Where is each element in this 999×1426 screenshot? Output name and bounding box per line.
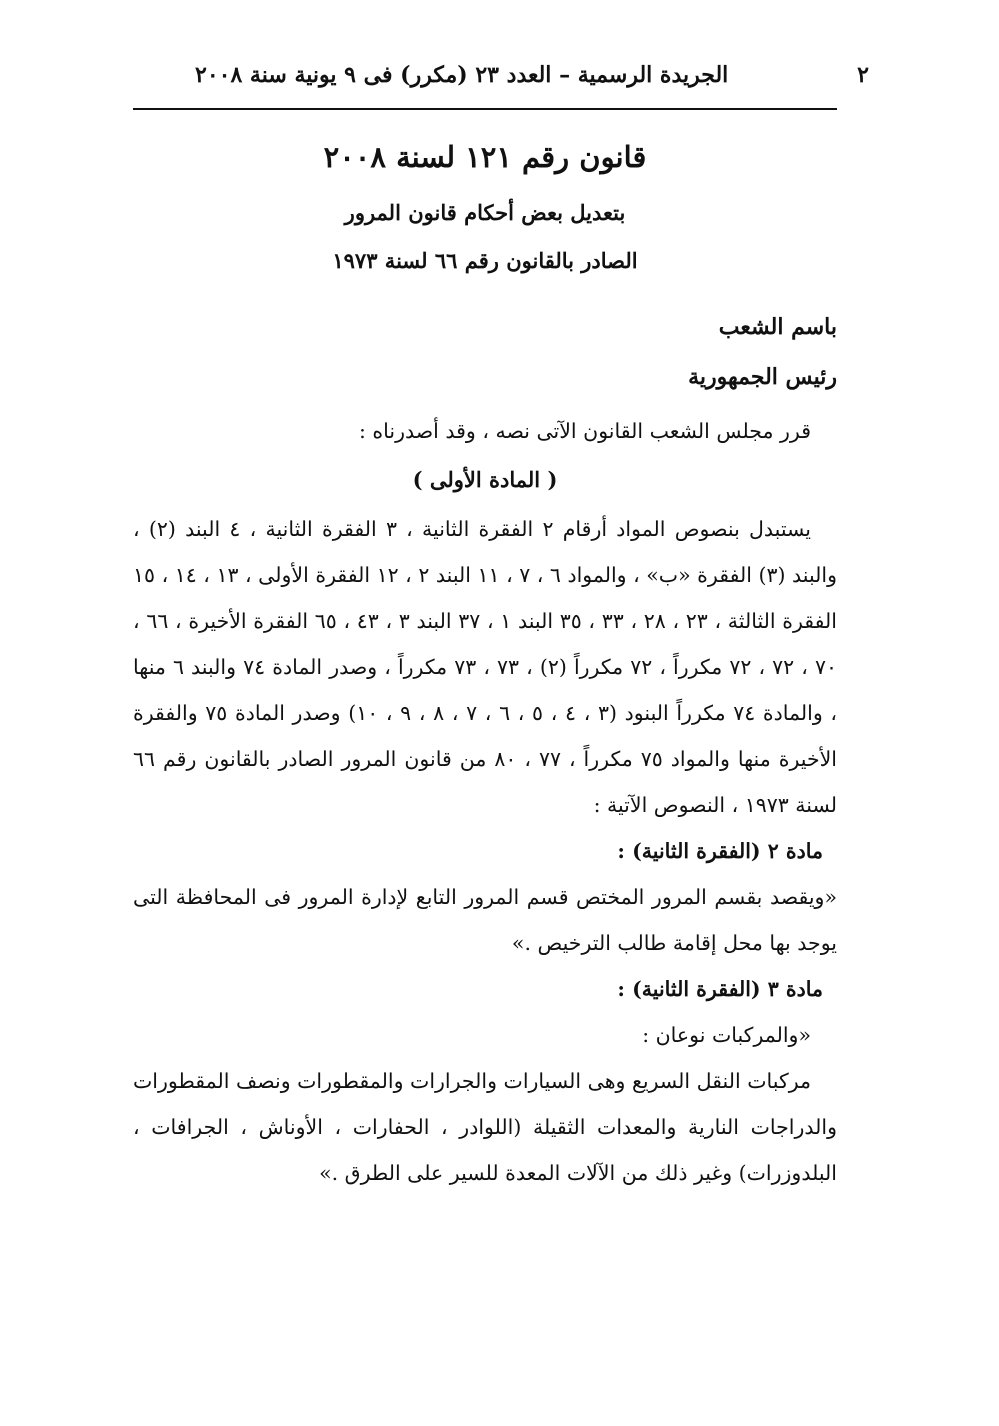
decision-paragraph: قرر مجلس الشعب القانون الآتى نصه ، وقد أصدرناه : (358, 419, 811, 443)
law-body (133, 302, 837, 1196)
law-title: قانون رقم ١٢١ لسنة ٢٠٠٨ (323, 140, 647, 174)
article-2-heading: مادة ٢ (الفقرة الثانية) : (617, 839, 823, 863)
gazette-issue-line: الجريدة الرسمية – العدد ٢٣ (مكرر) فى ٩ يونية سنة ٢٠٠٨ (195, 62, 729, 88)
article-one-text: يستبدل بنصوص المواد أرقام ٢ الفقرة الثانية ، ٣ الفقرة الثانية ، ٤ البند (٢) ، والبند (٣) الفقرة «ب» ، والمواد ٦ ، ٧ ، ١١ البند ٢ ، ١٢ الفقرة الأولى ، ١٣ ، ١٤ ، ١٥ الفقرة الثالثة ، ٢٣ ، ٢٨ ، ٣٣ ، ٣٥ البند ١ ، ٣٧ البند ٣ ، ٤٣ ، ٦٥ الفقرة الأخيرة ، ٦٦ ، ٧٠ ، ٧٢ ، ٧٢ مكرراً ، ٧٢ مكرراً (٢) ، ٧٣ ، ٧٣ مكرراً ، وصدر المادة ٧٤ والبند ٦ منها ، والمادة ٧٤ مكرراً البنود (٣ ، ٤ ، ٥ ، ٦ ، ٧ ، ٨ ، ٩ ، ١٠) وصدر المادة ٧٥ والفقرة الأخيرة منها والمواد ٧٥ مكرراً ، ٧٧ ، ٨٠ من قانون المرور الصادر بالقانون رقم ٦٦ لسنة ١٩٧٣ ، النصوص الآتية : (133, 517, 838, 817)
article-one-heading: ( المادة الأولى ) (412, 467, 558, 492)
header-divider (133, 108, 837, 110)
article-2-text: «ويقصد بقسم المرور المختص قسم المرور التابع لإدارة المرور فى المحافظة التى يوجد بها محل إقامة طالب الترخيص .» (133, 885, 837, 955)
in-name-of-people: باسم الشعب (718, 314, 837, 340)
article-3-heading: مادة ٣ (الفقرة الثانية) : (617, 977, 823, 1001)
law-subtitle-1: بتعديل بعض أحكام قانون المرور (344, 200, 626, 225)
president-heading: رئيس الجمهورية (688, 364, 837, 390)
running-header (195, 62, 869, 94)
title-block (133, 138, 837, 294)
article-3-intro: «والمركبات نوعان : (642, 1023, 811, 1047)
law-subtitle-2: الصادر بالقانون رقم ٦٦ لسنة ١٩٧٣ (332, 248, 638, 273)
page-number: ٢ (857, 62, 869, 88)
article-3-text: مركبات النقل السريع وهى السيارات والجرارات والمقطورات ونصف المقطورات والدراجات النارية والمعدات الثقيلة (اللوادر ، الحفارات ، الأوناش ، الجرافات ، البلدوزرات) وغير ذلك من الآلات المعدة للسير على الطرق .» (133, 1069, 837, 1185)
